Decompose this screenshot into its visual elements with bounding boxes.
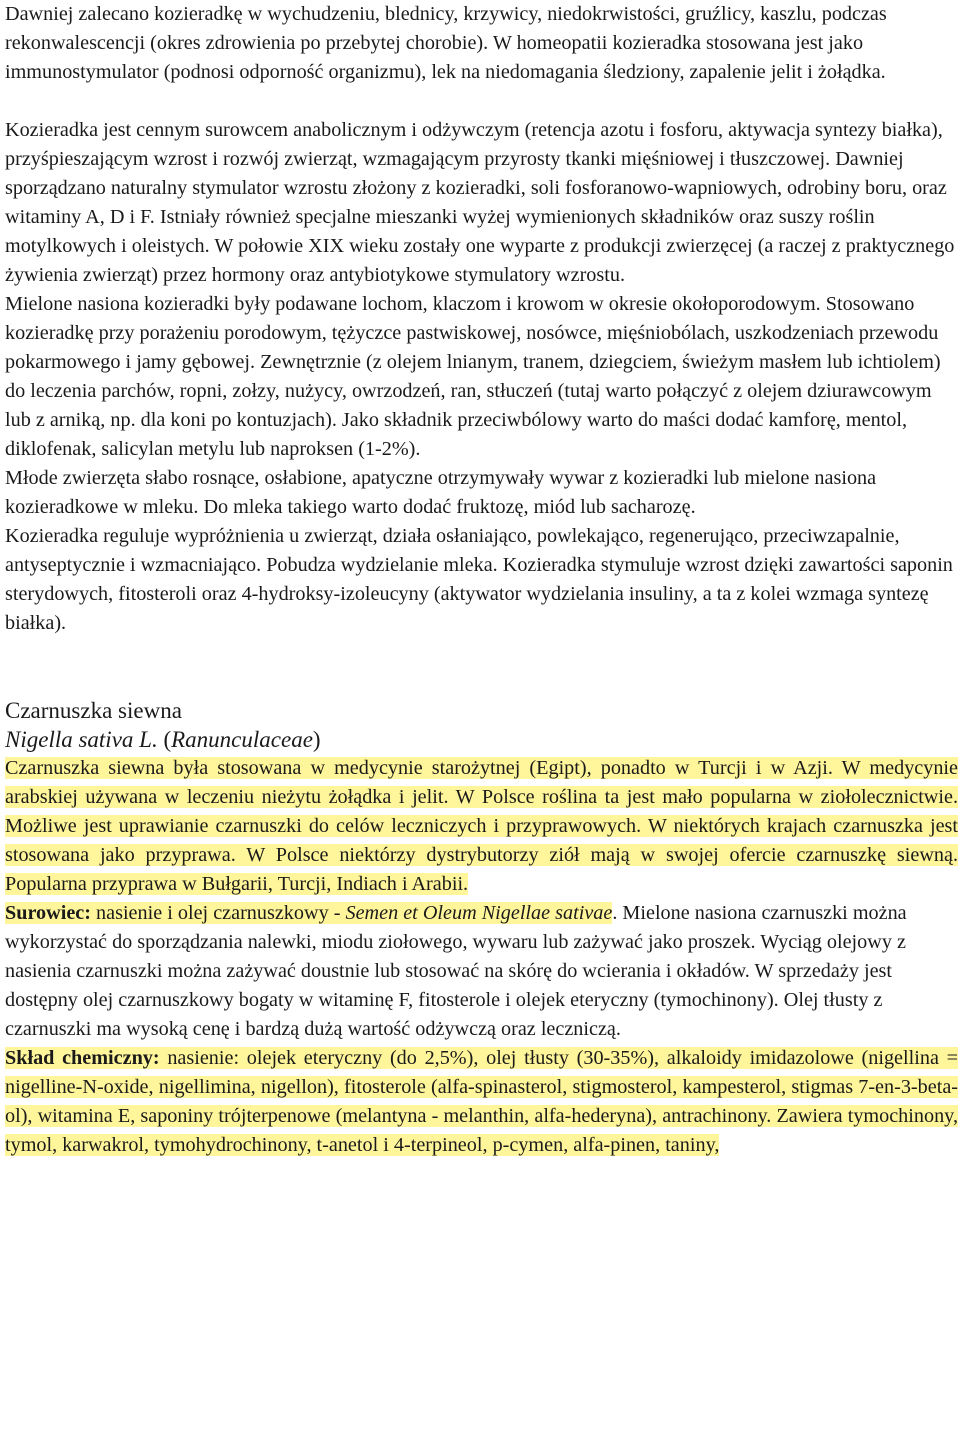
surowiec-rest: . Mielone nasiona czarnuszki można wykorzystać do sporządzania nalewki, miodu ziołowego, wywaru lub zażywać jako proszek. Wyciąg olejowy z nasienia czarnuszki można zażywać doustnie lub stosować na skórę do wcierania i okładów. W sprzedaży jest dostępny olej czarnuszkowy bogaty w witaminę F, fitosterole i olejek eteryczny (tymochinony). Olej tłusty z czarnuszki ma wysoką cenę i bardzą dużą wartość odżywczą oraz leczniczą. [5, 902, 907, 1040]
sklad-text: nasienie: olejek eteryczny (do 2,5%), olej tłusty (30-35%), alkaloidy imidazolowe (nigellina = nigelline-N-oxide, nigellimina, nigellon), fitosterole (alfa-spinasterol, stigmosterol, kampesterol, stigmas 7-en-3-beta-ol), witamina E, saponiny trójterpenowe (melantyna - melanthin, alfa-hederyna), antrachinony. Zawiera tymochinony, tymol, karwakrol, tymohydrochinony, t-anetol i 4-terpineol, p-cymen, alfa-pinen, taniny, [5, 1047, 958, 1156]
paragraph-kozieradka-mlode-zwierzeta: Młode zwierzęta słabo rosnące, osłabione, apatyczne otrzymywały wywar z kozieradki lub mielone nasiona kozieradkowe w mleku. Do mleka takiego warto dodać fruktozę, miód lub sacharozę. [5, 467, 877, 518]
paragraph-kozieradka-historia: Dawniej zalecano kozieradkę w wychudzeniu, blednicy, krzywicy, niedokrwistości, gruźlicy, kaszlu, podczas rekonwalescencji (okres zdrowienia po przebytej chorobie). W homeopatii kozieradka stosowana jest jako immunostymulator (podnosi odporność organizmu), lek na niedomagania śledziony, zapalenie jelit i żołądka. [5, 3, 887, 83]
highlighted-sklad [5, 1047, 958, 1156]
paragraph-kozieradka-mielone-nasiona: Mielone nasiona kozieradki były podawane lochom, klaczom i krowom w okresie okołoporodowym. Stosowano kozieradkę przy porażeniu porodowym, tężyczce pastwiskowej, nosówce, mięśniobólach, uszkodzeniach przewodu pokarmowego i jamy gębowej. Zewnętrznie (z olejem lnianym, tranem, dziegciem, świeżym masłem lub ichtiolem) do leczenia parchów, ropni, zołzy, nużycy, owrzodzeń, ran, stłuczeń (tutaj warto połączyć z olejem dziurawcowym lub z arniką, np. dla koni po kontuzjach). Jako składnik przeciwbólowy warto do maści dodać kamforę, mentol, diklofenak, salicylan metylu lub naproksen (1-2%). [5, 293, 941, 460]
section-spacer [5, 638, 958, 696]
paragraph-spacer [5, 87, 958, 116]
paragraph-kozieradka-anabolicznie: Kozieradka jest cennym surowcem anabolicznym i odżywczym (retencja azotu i fosforu, aktywacja syntezy białka), przyśpieszającym wzrost i rozwój zwierząt, wzmagającym przyrosty tkanki mięśniowej i tłuszczowej. Dawniej sporządzano naturalny stymulator wzrostu złożony z kozieradki, soli fosforanowo-wapniowych, odrobiny boru, oraz witaminy A, D i F. Istniały również specjalne mieszanki wyżej wymienionych składników oraz suszy roślin motylkowych i oleistych. W połowie XIX wieku zostały one wyparte z produkcji zwierzęcej (a raczej z praktycznego żywienia zwierząt) przez hormony oraz antybiotykowe stymulatory wzrostu. [5, 119, 955, 286]
section-subtitle [5, 725, 958, 754]
paragraph-czarnuszka-sklad [5, 1044, 958, 1160]
section-title: Czarnuszka siewna [5, 698, 182, 723]
highlighted-intro-text: Czarnuszka siewna była stosowana w medycynie starożytnej (Egipt), ponadto w Turcji i w Azji. W medycynie arabskiej używana w leczeniu nieżytu żołądka i jelit. W Polsce roślina ta jest mało popularna w ziołolecznictwie. Możliwe jest uprawianie czarnuszki do celów leczniczych i przyprawowych. W niektórych krajach czarnuszka jest stosowana jako przyprawa. W Polsce niektórzy dystrybutorzy ziół mają w swojej ofercie czarnuszkę siewną. Popularna przyprawa w Bułgarii, Turcji, Indiach i Arabii. [5, 757, 958, 895]
surowiec-latin: Semen et Oleum Nigellae sativae [345, 902, 613, 924]
paragraph-czarnuszka-intro [5, 754, 958, 899]
highlighted-surowiec [5, 902, 612, 924]
sklad-label: Skład chemiczny: [5, 1047, 160, 1069]
latin-name: Nigella sativa L. [5, 727, 158, 752]
document-page [5, 0, 958, 1160]
paragraph-czarnuszka-surowiec [5, 899, 958, 1044]
family-close-paren: ) [312, 727, 321, 752]
family-name: Ranunculaceae [171, 727, 313, 752]
family-open-paren: ( [163, 727, 172, 752]
paragraph-kozieradka-dzialanie: Kozieradka reguluje wypróżnienia u zwierząt, działa osłaniająco, powlekająco, regenerująco, przeciwzapalnie, antyseptycznie i wzmacniająco. Pobudza wydzielanie mleka. Kozieradka stymuluje wzrost dzięki zawartości saponin sterydowych, fitosteroli oraz 4-hydroksy-izoleucyny (aktywator wydzielania insuliny, a ta z kolei wzmaga syntezę białka). [5, 525, 953, 634]
surowiec-text: nasienie i olej czarnuszkowy - [90, 902, 346, 924]
surowiec-label: Surowiec: [5, 902, 91, 924]
